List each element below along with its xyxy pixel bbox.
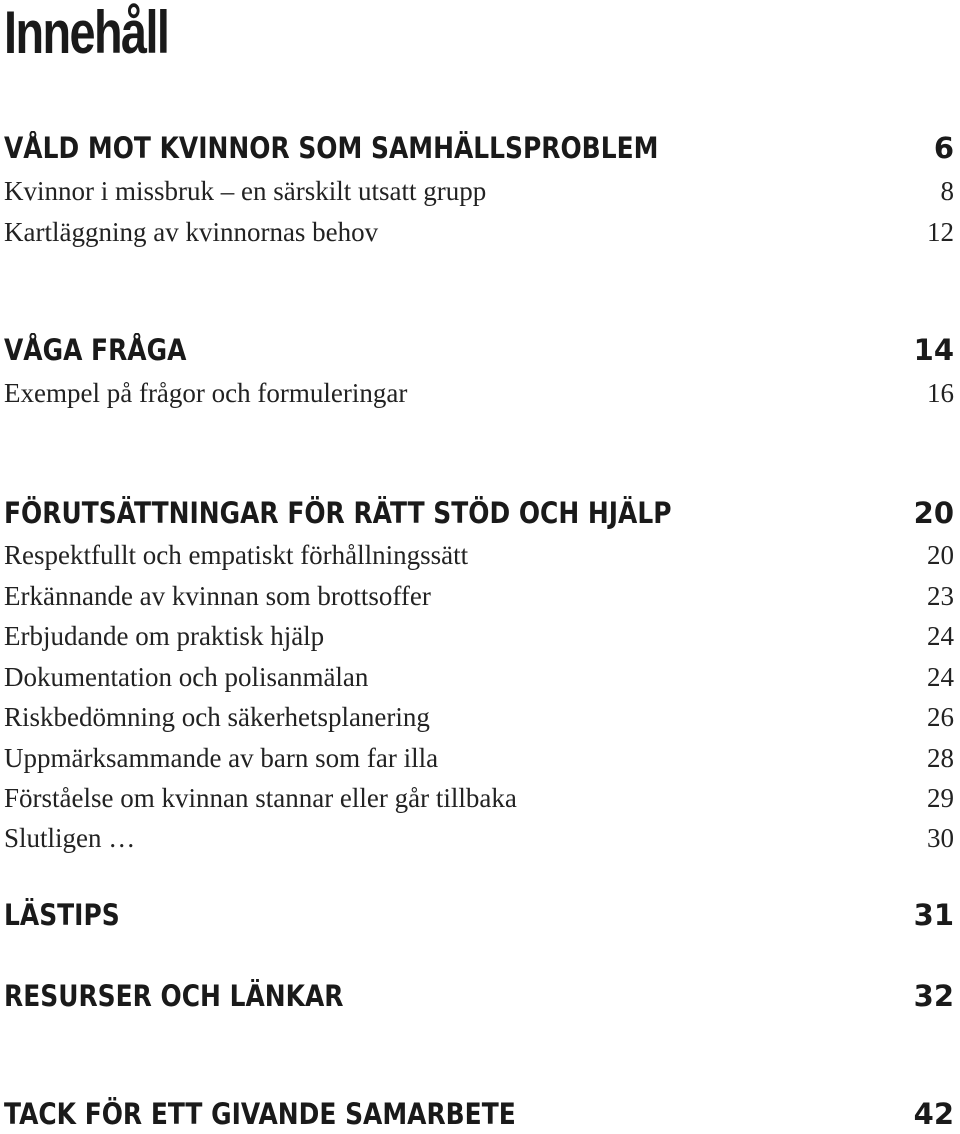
toc-page-number: 29 — [927, 783, 954, 813]
toc-section-title: VÅLD MOT KVINNOR SOM SAMHÄLLSPROBLEM — [4, 131, 659, 165]
toc-section-title: LÄSTIPS — [4, 898, 120, 932]
toc-section-heading[interactable] — [4, 330, 954, 370]
toc-entry[interactable] — [4, 214, 954, 250]
toc-page-number: 28 — [927, 743, 954, 773]
toc-page-number: 26 — [927, 702, 954, 732]
toc-entry[interactable] — [4, 699, 954, 735]
toc-page-number: 14 — [913, 333, 954, 367]
toc-section-title: FÖRUTSÄTTNINGAR FÖR RÄTT STÖD OCH HJÄLP — [4, 496, 672, 530]
toc-entry-title: Uppmärksammande av barn som far illa — [4, 743, 439, 773]
toc-page-number: 24 — [927, 662, 954, 692]
toc-entry[interactable] — [4, 740, 954, 776]
toc-entry[interactable] — [4, 537, 954, 573]
toc-section-heading[interactable] — [4, 1094, 954, 1134]
toc-page-number: 42 — [913, 1097, 954, 1131]
toc-entry[interactable] — [4, 578, 954, 614]
page-title: Innehåll — [4, 0, 169, 66]
toc-entry-title: Förståelse om kvinnan stannar eller går tillbaka — [4, 783, 517, 813]
toc-entry-title: Kvinnor i missbruk – en särskilt utsatt grupp — [4, 176, 487, 206]
toc-entry-title: Dokumentation och polisanmälan — [4, 662, 369, 692]
toc-page-number: 32 — [913, 979, 954, 1013]
toc-page-number: 30 — [927, 823, 954, 853]
toc-section-heading[interactable] — [4, 128, 954, 168]
toc-entry-title: Respektfullt och empatiskt förhållningssätt — [4, 540, 469, 570]
toc-page-number: 6 — [933, 131, 954, 165]
toc-entry[interactable] — [4, 173, 954, 209]
toc-entry[interactable] — [4, 659, 954, 695]
toc-entry-title: Erbjudande om praktisk hjälp — [4, 621, 325, 651]
toc-entry[interactable] — [4, 820, 954, 856]
toc-entry-title: Riskbedömning och säkerhetsplanering — [4, 702, 430, 732]
toc-entry-title: Slutligen … — [4, 823, 136, 853]
toc-page-number: 31 — [913, 898, 954, 932]
toc-page-number: 16 — [927, 378, 954, 408]
toc-page-number: 24 — [927, 621, 954, 651]
toc-page-number: 20 — [927, 540, 954, 570]
toc-entry-title: Kartläggning av kvinnornas behov — [4, 217, 379, 247]
toc-page-number: 12 — [927, 217, 954, 247]
toc-section-heading[interactable] — [4, 976, 954, 1016]
toc-entry-title: Erkännande av kvinnan som brottsoffer — [4, 581, 431, 611]
toc-section-heading[interactable] — [4, 895, 954, 935]
toc-entry-title: Exempel på frågor och formuleringar — [4, 378, 408, 408]
toc-section-title: TACK FÖR ETT GIVANDE SAMARBETE — [4, 1097, 516, 1131]
toc-page-number: 23 — [927, 581, 954, 611]
toc-page-number: 8 — [940, 176, 954, 206]
toc-section-title: VÅGA FRÅGA — [4, 333, 187, 367]
toc-entry[interactable] — [4, 375, 954, 411]
toc-section-heading[interactable] — [4, 493, 954, 533]
toc-section-title: RESURSER OCH LÄNKAR — [4, 979, 344, 1013]
toc-entry[interactable] — [4, 780, 954, 816]
toc-entry[interactable] — [4, 618, 954, 654]
toc-page-number: 20 — [913, 496, 954, 530]
